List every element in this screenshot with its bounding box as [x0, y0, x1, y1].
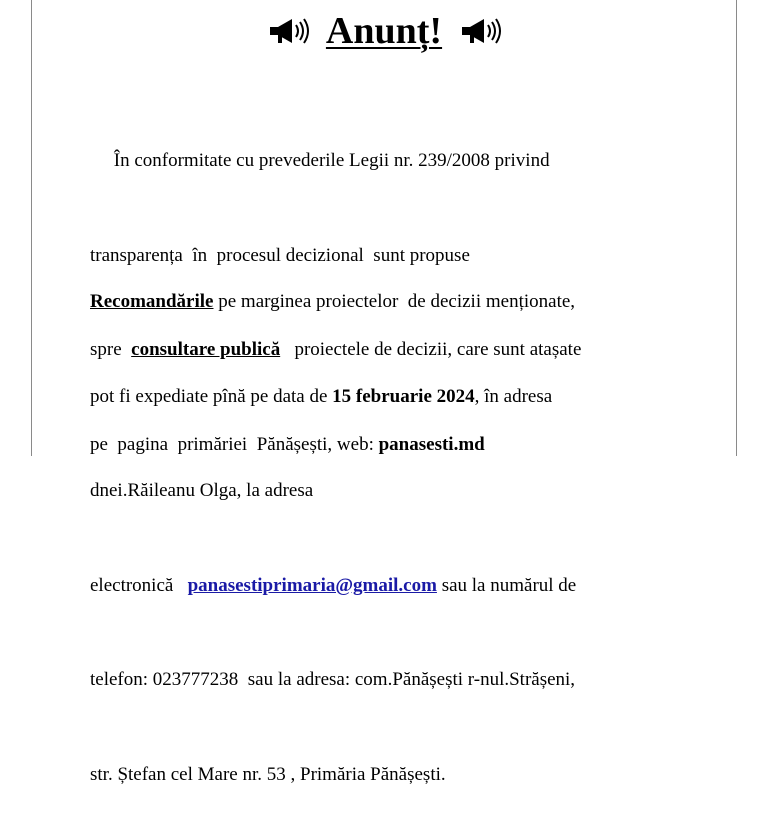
deadline-date: 15 februarie 2024	[332, 385, 475, 407]
megaphone-icon	[458, 16, 502, 46]
public-consultation-emphasis: consultare publică	[131, 339, 281, 360]
text-span: pe pagina primăriei Pănășești, web:	[90, 433, 379, 455]
text-span: spre	[90, 339, 132, 360]
page-border-left	[31, 0, 32, 456]
text-span: electronică	[90, 574, 188, 596]
megaphone-icon	[266, 16, 310, 46]
text-span: pe marginea proiectelor de decizii menționate,	[213, 291, 576, 312]
text-span: , în adresa	[474, 385, 553, 407]
text-span: sau la numărul de	[436, 574, 577, 596]
paragraph-line: telefon: 023777238 sau la adresa: com.Pănășești r-nul.Strășeni,	[90, 669, 576, 690]
website-text: panasesti.md	[378, 433, 485, 455]
announcement-title: Anunț!	[325, 10, 443, 52]
page-border-right	[736, 0, 737, 456]
paragraph-line: dnei.Răileanu Olga, la adresa	[90, 480, 314, 501]
paragraph-line	[90, 381, 730, 413]
recommendations-emphasis: Recomandările	[90, 291, 214, 312]
paragraph-line: În conformitate cu prevederile Legii nr. 239/2008 privind	[90, 150, 550, 171]
email-link[interactable]: panasestiprimaria@gmail.com	[187, 574, 437, 596]
title-row	[0, 6, 768, 56]
text-span: pot fi expediate pînă pe data de	[90, 385, 333, 407]
paragraph-line	[90, 286, 730, 318]
paragraph-line: transparența în procesul decizional sunt propuse	[90, 244, 470, 266]
paragraph-line: str. Ștefan cel Mare nr. 53 , Primăria Pănășești.	[90, 763, 446, 785]
recommendations-paragraph	[90, 223, 730, 822]
text-span: proiectele de decizii, care sunt atașate	[280, 339, 582, 360]
paragraph-line	[90, 570, 730, 602]
